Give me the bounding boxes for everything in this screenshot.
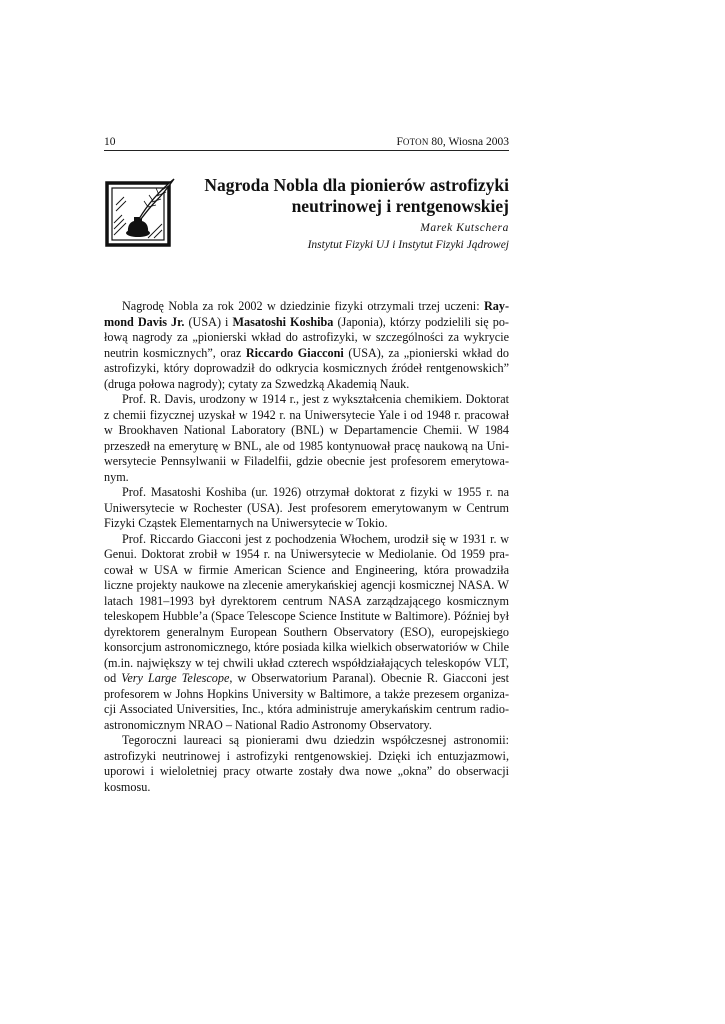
affiliation: Instytut Fizyki UJ i Instytut Fizyki Jądrowej: [307, 239, 509, 251]
text-run: (USA), za „pionierski wkład do astrofizyki, który doprowadził do odkrycia kosmicznych źródeł rentgenowskich” (druga połowa nagrody); cytaty za Szwedzką Akademią Nauk.: [104, 345, 509, 391]
journal-name-rest: OTON: [402, 137, 429, 147]
page-number: 10: [104, 136, 116, 148]
text-run: Prof. Riccardo Giacconi jest z pochodzenia Włochem, urodził się w 1931 r. w Genui. Doktorat zrobił w 1954 r. na Uniwersytecie w Mediolanie. Od 1959 pracował w USA w firmie American Science and Engineering, która prowadziła liczne projekty naukowe na zlecenie amerykańskiej agencji kosmicznej NASA. W latach 1981–1993 był dyrektorem centrum NASA zarządzającego kosmicznym teleskopem Hubble’a (Space Telescope Science Institute w Baltimore). Później był dyrektorem generalnym European Southern Observatory (ESO), europejskiego konsorcjum astronomicznego, które posiada kilka wielkich obserwatoriów w Chile (m.in. największy w tej chwili układ czterech współdziałających teleskopów VLT, od: [104, 531, 509, 685]
journal-initial: F: [396, 136, 403, 148]
article-body: [104, 299, 509, 795]
title-line-1: Nagroda Nobla dla pionierów astrofizyki: [204, 175, 509, 195]
paragraph-4: [104, 532, 509, 734]
paragraph-5: Tegoroczni laureaci są pionierami dwu dziedzin współczesnej astronomii: astrofizyki neutrinowej i astrofizyki rentgenowskiej. Dzięki ich entuzjazmowi, uporowi i wieloletniej pracy otwarte zostały dwa nowe „okna” do obserwacji kosmosu.: [104, 733, 509, 794]
title-line-2: neutrinowej i rentgenowskiej: [291, 196, 509, 216]
text-run: (USA) i: [184, 314, 233, 329]
title-block: [104, 175, 509, 255]
laureate-name: Masatoshi Koshiba: [232, 314, 334, 329]
running-header: [104, 136, 509, 151]
laureate-name: Riccardo Giacconi: [245, 345, 344, 360]
paragraph-1: [104, 299, 509, 392]
paragraph-3: Prof. Masatoshi Koshiba (ur. 1926) otrzymał doktorat z fizyki w 1955 r. na Uniwersytecie w Rochester (USA). Jest profesorem emerytowanym w Centrum Fizyki Cząstek Elementarnych na Uniwersytecie w Tokio.: [104, 485, 509, 530]
text-run: (Japonia), którzy podzielili się połową nagrody za „pionierski wkład do astrofizyki, w szczególności za wykrycie neutrin kosmicznych”, oraz: [104, 314, 509, 360]
text-run: Nagrodę Nobla za rok 2002 w dziedzinie fizyki otrzymali trzej uczeni:: [122, 299, 484, 313]
italic-term: Very Large Telescope: [121, 671, 230, 685]
laureate-name: Raymond Davis Jr.: [104, 299, 509, 329]
article-title: [179, 175, 509, 217]
author: Marek Kutschera: [420, 222, 509, 234]
text-run: , w Obserwatorium Paranal). Obecnie R. Giacconi jest profesorem w Johns Hopkins University w Baltimore, a także prezesem organizacji Associated Universities, Inc., która administruje amerykańskim centrum radioastronomicznym NRAO – National Radio Astronomy Observatory.: [104, 671, 509, 732]
quill-and-inkwell-icon: [104, 175, 178, 249]
page: [104, 136, 509, 795]
paragraph-2: Prof. R. Davis, urodzony w 1914 r., jest z wykształcenia chemikiem. Doktorat z chemii fizycznej uzyskał w 1942 r. na Uniwersytecie Yale i od 1948 r. pracował w Brookhaven National Laboratory (BNL) w Departamencie Chemii. W 1984 przeszedł na emeryturę w BNL, ale od 1985 kontynuował pracę naukową na Uniwersytecie Pennsylwanii w Filadelfii, gdzie obecnie jest profesorem emerytowanym.: [104, 392, 509, 484]
issue-label: 80, Wiosna 2003: [428, 136, 509, 148]
journal-issue: [396, 136, 509, 148]
